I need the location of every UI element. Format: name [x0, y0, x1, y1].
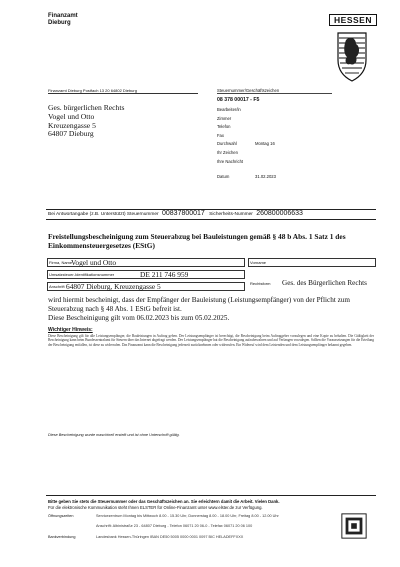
- body-text: wird hiermit bescheinigt, dass der Empfänger der Bauleistung (Leistungsempfänger) von der Pflicht zum Steuerabzug nach § 48 Abs. 1 EStG befreit ist.: [48, 296, 350, 313]
- opening-hours-text: Servicezentrum Montag bis Mittwoch 8.00 - 15.30 Uhr, Donnerstag 8.00 - 18.00 Uhr, Freitag 8.00 - 12.00 Uhr: [96, 514, 279, 518]
- info-row: [217, 159, 367, 164]
- info-row-value: Montag 16: [255, 141, 275, 147]
- info-row-label: Zimmer: [217, 115, 232, 121]
- info-row-value: 31.02.2023: [255, 173, 276, 179]
- info-rows: [217, 107, 367, 179]
- info-row: [217, 107, 367, 112]
- office-address-line: Anschrift: Albinistraße 23 - 64807 Dieburg - Telefon 06071 20 06-0 - Telefax 06071 20 06 100: [96, 524, 253, 528]
- info-row: [217, 116, 367, 121]
- hessen-lion-crest-icon: [334, 30, 370, 82]
- info-row-label: Ihr Zeichen: [217, 149, 238, 155]
- notes-heading: Wichtiger Hinweis:: [48, 327, 93, 333]
- info-row: [217, 174, 367, 179]
- info-row: [217, 124, 367, 129]
- ref-bar: [48, 211, 378, 218]
- finance-administration-logo-icon: [340, 512, 368, 540]
- office-line2: Dieburg: [48, 20, 71, 26]
- office-name: [48, 13, 78, 27]
- info-row: [217, 133, 367, 138]
- info-row-label: Durchwahl: [217, 141, 237, 147]
- ref-label-1: Bei Antwortangabe (z.B. Unterstützt) Steuernummer: [48, 212, 159, 217]
- recipient-name: Ges. bürgerlichen Rechts: [48, 103, 125, 112]
- bottom-rule: [46, 495, 376, 496]
- rechtsform-label: Rechtsform: [250, 281, 271, 286]
- sender-line: Finanzamt Dieburg Postfach 13 20 64802 Dieburg: [48, 88, 198, 94]
- tax-number: 08 378 00017 - F5: [217, 97, 260, 103]
- name-value: Vogel und Otto: [71, 258, 117, 267]
- rechtsform-value: Ges. des Bürgerlichen Rechts: [282, 279, 367, 287]
- vorname-label: Vorname: [250, 260, 267, 265]
- name-label: Firma, Name: [49, 260, 73, 265]
- ref-value-2: 260800006633: [256, 210, 303, 217]
- info-row-label: Datum: [217, 173, 230, 179]
- ref-label-2: Sicherheits-Nummer: [209, 212, 253, 217]
- notes-text: Diese Bescheinigung gilt für alle Leistungsempfänger, die Bauleistungen in Auftrag geben. Der Leistungsempfänger ist berechtigt, die Bescheinigung beim Auftraggeber vorzulegen und eine Kopie zu behalten. Die Gültigkeit der Bescheinigung kann beim Bundeszentralamt für Steuern über das Internet abgefragt werden. Der Leistungsempfänger hat die Bescheinigung aufzubewahren und auf Verlangen vorzulegen. Sollten die Voraussetzungen für die Erteilung der Bescheinigung entfallen, ist diese zu widerrufen. Das Finanzamt kann die Bescheinigung jederzeit zurücknehmen oder widerrufen. Ein Widerruf wird dem Leistenden und dem Leistungsempfänger bekannt gegeben.: [48, 334, 374, 347]
- bank-label: Bankverbindung: [48, 535, 76, 539]
- address-label: Anschrift: [49, 284, 65, 289]
- recipient-city: 64807 Dieburg: [48, 129, 94, 139]
- info-row-label: Telefon: [217, 124, 231, 130]
- recipient-street: Kreuzengasse 5: [48, 120, 96, 130]
- address-value: 64807 Dieburg, Kreuzengasse 5: [66, 282, 161, 291]
- opening-hours-label: Öffnungszeiten: [48, 514, 74, 518]
- info-row: [217, 141, 367, 146]
- info-block: [217, 88, 367, 179]
- bank-text: Landesbank Hessen-Thüringen IBAN DE50 5005 0000 0001 0097 BIC HELADEFFXXX: [96, 535, 244, 539]
- recipient-address: [48, 104, 124, 139]
- hessen-wordmark: HESSEN: [329, 14, 377, 26]
- info-header: Steuernummer/Geschäftszeichen: [217, 88, 332, 94]
- vorname-box: [248, 258, 376, 267]
- ustid-label: Umsatzsteuer-Identifikationsnummer: [49, 272, 115, 277]
- info-row: [217, 150, 367, 155]
- footer-note: Diese Bescheinigung wurde maschinell erstellt und ist ohne Unterschrift gültig.: [48, 433, 180, 437]
- bottom-notice-2: Für die elektronische Kommunikation steht Ihnen ELSTER für Online-Finanzamt unter www.elster.de zur Verfügung.: [48, 505, 263, 510]
- info-row-label: Bearbeiter/in: [217, 107, 241, 112]
- document-title: Freistellungsbescheinigung zum Steuerabzug bei Bauleistungen gemäß § 48 b Abs. 1 Satz 1 des Einkommensteuergesetzes (EStG): [48, 232, 346, 250]
- info-row-label: Ihre Nachricht: [217, 158, 244, 164]
- ref-bar-bottom-rule: [46, 219, 376, 220]
- info-row-label: Fax: [217, 132, 224, 138]
- ref-bar-top-rule: [46, 209, 376, 210]
- office-line1: Finanzamt: [48, 13, 78, 19]
- ref-value-1: 00837800017: [162, 210, 205, 217]
- recipient-name2: Vogel und Otto: [48, 111, 95, 121]
- ustid-value: DE 211 746 959: [140, 270, 189, 279]
- validity-text: Diese Bescheinigung gilt vom 06.02.2023 bis zum 05.02.2025.: [48, 314, 230, 322]
- bottom-notice-1: Bitte geben Sie stets die Steuernummer oder das Geschäftszeichen an. Sie erleichtern damit die Arbeit. Vielen Dank.: [48, 499, 280, 504]
